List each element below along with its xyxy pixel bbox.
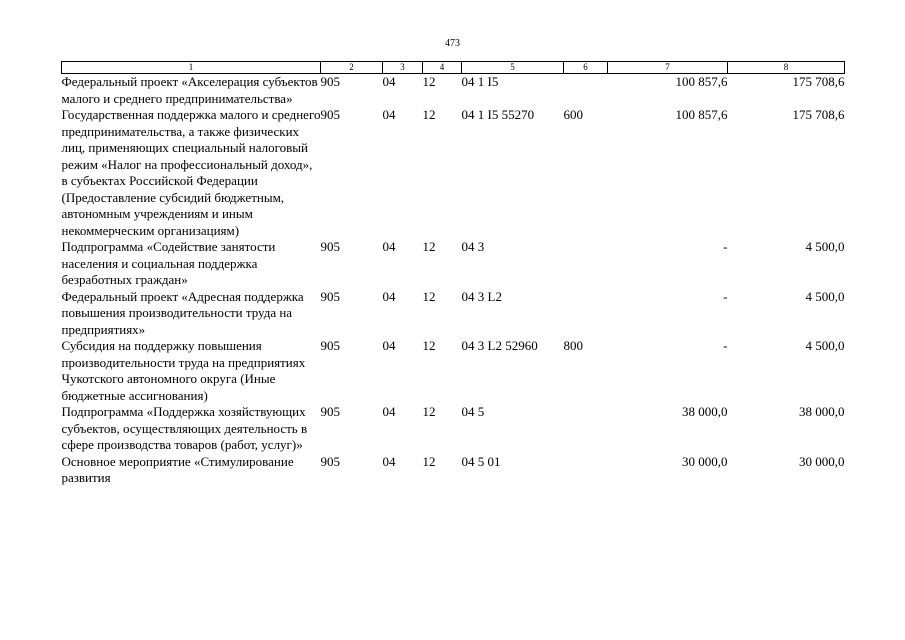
- row-sum2: 4 500,0: [805, 239, 845, 254]
- row-ved: 905: [320, 107, 340, 122]
- header-cell: 2: [321, 62, 383, 74]
- row-csr: 04 3 L2 52960: [461, 338, 538, 353]
- row-name: Субсидия на поддержку повышения производительности труда на предприятиях Чукотского автономного округа (Иные бюджетные ассигнования): [61, 338, 306, 403]
- row-pr: 12: [422, 404, 436, 419]
- table-row: [62, 404, 845, 454]
- header-cell: 6: [564, 62, 608, 74]
- budget-table: [61, 61, 845, 487]
- row-name: Государственная поддержка малого и среднего предпринимательства, а также физических лиц, применяющих специальный налоговый режим «Налог на профессиональный доход», в субъектах Российской Федерации (Предоставление субсидий бюджетным, автономным учреждениям и иным некоммерческим организациям): [61, 107, 321, 238]
- row-vr: [564, 454, 608, 487]
- row-vr: [564, 404, 608, 454]
- row-rz: 04: [382, 74, 396, 89]
- row-name: Федеральный проект «Адресная поддержка повышения производительности труда на предприятиях»: [61, 288, 304, 337]
- row-ved: 905: [320, 404, 340, 419]
- row-sum2: 175 708,6: [792, 107, 845, 122]
- row-rz: 04: [382, 107, 396, 122]
- table-row: [62, 239, 845, 289]
- row-sum2: 4 500,0: [805, 288, 845, 304]
- row-pr: 12: [422, 239, 436, 254]
- row-vr: 800: [563, 338, 583, 353]
- row-sum1: -: [723, 338, 728, 353]
- table-row: [62, 454, 845, 487]
- row-name: Федеральный проект «Акселерация субъектов малого и среднего предпринимательства»: [61, 74, 318, 106]
- row-ved: 905: [320, 453, 340, 469]
- row-sum1: -: [723, 288, 728, 304]
- row-pr: 12: [422, 453, 436, 469]
- header-row: [62, 62, 845, 74]
- row-sum2: 4 500,0: [805, 338, 845, 353]
- row-rz: 04: [382, 288, 396, 304]
- row-sum1: 100 857,6: [675, 74, 728, 89]
- header-cell: 8: [728, 62, 845, 74]
- table-row: [62, 74, 845, 108]
- row-ved: 905: [320, 239, 340, 254]
- row-rz: 04: [382, 338, 396, 353]
- table-row: [62, 107, 845, 239]
- row-vr: [564, 74, 608, 108]
- row-rz: 04: [382, 453, 396, 469]
- row-sum2: 175 708,6: [792, 74, 845, 89]
- row-vr: [564, 289, 608, 339]
- row-sum1: -: [723, 239, 728, 254]
- row-csr: 04 5: [461, 404, 485, 419]
- row-sum1: 30 000,0: [682, 453, 728, 469]
- row-rz: 04: [382, 239, 396, 254]
- row-ved: 905: [320, 288, 340, 304]
- row-sum2: 30 000,0: [799, 453, 845, 469]
- row-pr: 12: [422, 107, 436, 122]
- row-csr: 04 3: [461, 239, 485, 254]
- header-cell: 7: [608, 62, 728, 74]
- row-name: Подпрограмма «Содействие занятости населения и социальная поддержка безработных граждан»: [61, 239, 276, 287]
- row-csr: 04 3 L2: [461, 288, 502, 304]
- table-row: [62, 289, 845, 339]
- page-number: 473: [445, 38, 460, 49]
- row-name: Подпрограмма «Поддержка хозяйствующих субъектов, осуществляющих деятельность в сфере производства товаров (работ, услуг)»: [61, 404, 308, 452]
- row-sum1: 100 857,6: [675, 107, 728, 122]
- row-vr: 600: [563, 107, 583, 122]
- row-name: Основное мероприятие «Стимулирование развития: [61, 453, 294, 485]
- row-ved: 905: [320, 74, 340, 89]
- row-pr: 12: [422, 74, 436, 89]
- row-csr: 04 5 01: [461, 453, 501, 469]
- row-ved: 905: [320, 338, 340, 353]
- header-cell: 1: [62, 62, 321, 74]
- row-vr: [564, 239, 608, 289]
- header-cell: 3: [383, 62, 423, 74]
- row-csr: 04 1 I5: [461, 74, 499, 89]
- row-pr: 12: [422, 288, 436, 304]
- header-cell: 4: [423, 62, 462, 74]
- table-row: [62, 338, 845, 404]
- row-csr: 04 1 I5 55270: [461, 107, 535, 122]
- header-cell: 5: [462, 62, 564, 74]
- row-sum2: 38 000,0: [799, 404, 845, 419]
- row-rz: 04: [382, 404, 396, 419]
- row-sum1: 38 000,0: [682, 404, 728, 419]
- row-pr: 12: [422, 338, 436, 353]
